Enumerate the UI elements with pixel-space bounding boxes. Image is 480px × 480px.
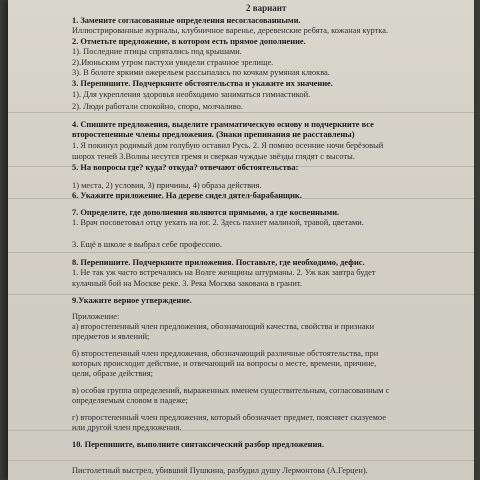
text-line: 1. Замените согласованные определения несогласованными. (72, 16, 301, 25)
text-line: 3). В болоте яркими ожерельем рассыпалась по кочкам румяная клюква. (72, 68, 330, 77)
divider (8, 252, 474, 253)
text-line: 1) места, 2) условия, 3) причины, 4) образа действия. (72, 181, 262, 190)
text-line: 1). Для укрепления здоровья необходимо заниматься гимнастикой. (72, 90, 311, 99)
text-line: 1). Последние птицы спрятались под крышами. (72, 47, 242, 56)
worksheet-title: 2 вариант (246, 3, 287, 13)
divider (8, 294, 474, 295)
text-line: 10. Перепишите, выполните синтаксический разбор предложения. (72, 440, 324, 449)
text-line: Пистолетный выстрел, убивший Пушкина, разбудил душу Лермонтова (А.Герцен). (72, 466, 368, 475)
text-line: 4. Спишите предложения, выделите грамматическую основу и подчеркните все (72, 120, 374, 129)
divider (8, 112, 474, 113)
text-line: Приложение: (72, 312, 120, 321)
text-line: предметов и явлений; (72, 332, 150, 341)
text-line: 2. Отметьте предложение, в котором есть прямое дополнение. (72, 37, 306, 46)
text-line: второстепенные члены предложения. (Знаки препинания не расставлены) (72, 130, 355, 139)
text-line: в) особая группа определений, выраженных именем существительным, согласованным с (72, 386, 390, 395)
text-line: 6. Укажите приложение. На дереве сидел дятел-барабанщик. (72, 191, 302, 200)
text-line: 3. Ещё в школе я выбрал себе профессию. (72, 240, 222, 249)
text-line: 5. На вопросы где? куда? откуда? отвечают обстоятельства: (72, 163, 299, 172)
text-line: 2).Июньским утром пастухи увидели странное зрелище. (72, 58, 274, 67)
text-line: шорох теней 3.Волны несутся гремя и сверкая чуждые звёзды глядят с высоты. (72, 152, 355, 161)
text-line: 3. Перепишите. Подчеркните обстоятельства и укажите их значение. (72, 79, 333, 88)
text-line: 8. Перепишите. Подчеркните приложения. Поставьте, где необходимо, дефис. (72, 258, 365, 267)
text-line: б) второстепенный член предложения, обозначающий различные обстоятельства, при (72, 349, 379, 358)
worksheet-page (8, 0, 474, 480)
text-line: Иллюстрированные журналы, клубничное варенье, деревенские ребята, кожаная куртка. (72, 26, 389, 35)
text-line: цели, образе действия; (72, 369, 153, 378)
text-line: 1. Не так уж часто встречались на Волге женщины штурманы. 2. Уж как завтра будет (72, 268, 376, 277)
text-line: 9.Укажите верное утверждение. (72, 296, 192, 305)
text-line: определяемым словом в падеже; (72, 396, 188, 405)
text-line: 1. Я покинул родимый дом голубую оставил Русь. 2. Я помню осенние ночи берёзовый (72, 141, 384, 150)
text-line: а) второстепенный член предложения, обозначающий качества, свойства и признаки (72, 322, 375, 331)
divider (8, 460, 474, 461)
text-line: 2). Люди работали спокойно, споро, молчаливо. (72, 102, 243, 111)
text-line: или другой член предложения. (72, 423, 182, 432)
text-line: которых происходит действие, и отвечающий на вопросы о месте, времени, причине, (72, 359, 377, 368)
text-line: кулачный бой на Москве реке. 3. Река Москва закована в гранит. (72, 279, 303, 288)
text-line: г) второстепенный член предложения, который обозначает предмет, поясняет сказуемое (72, 413, 386, 422)
text-line: 7. Определите, где дополнения являются прямыми, а где косвенными. (72, 208, 340, 217)
text-line: 1. Врач посоветовал отцу уехать на юг. 2. Здесь пахнет малиной, травой, цветами. (72, 218, 364, 227)
